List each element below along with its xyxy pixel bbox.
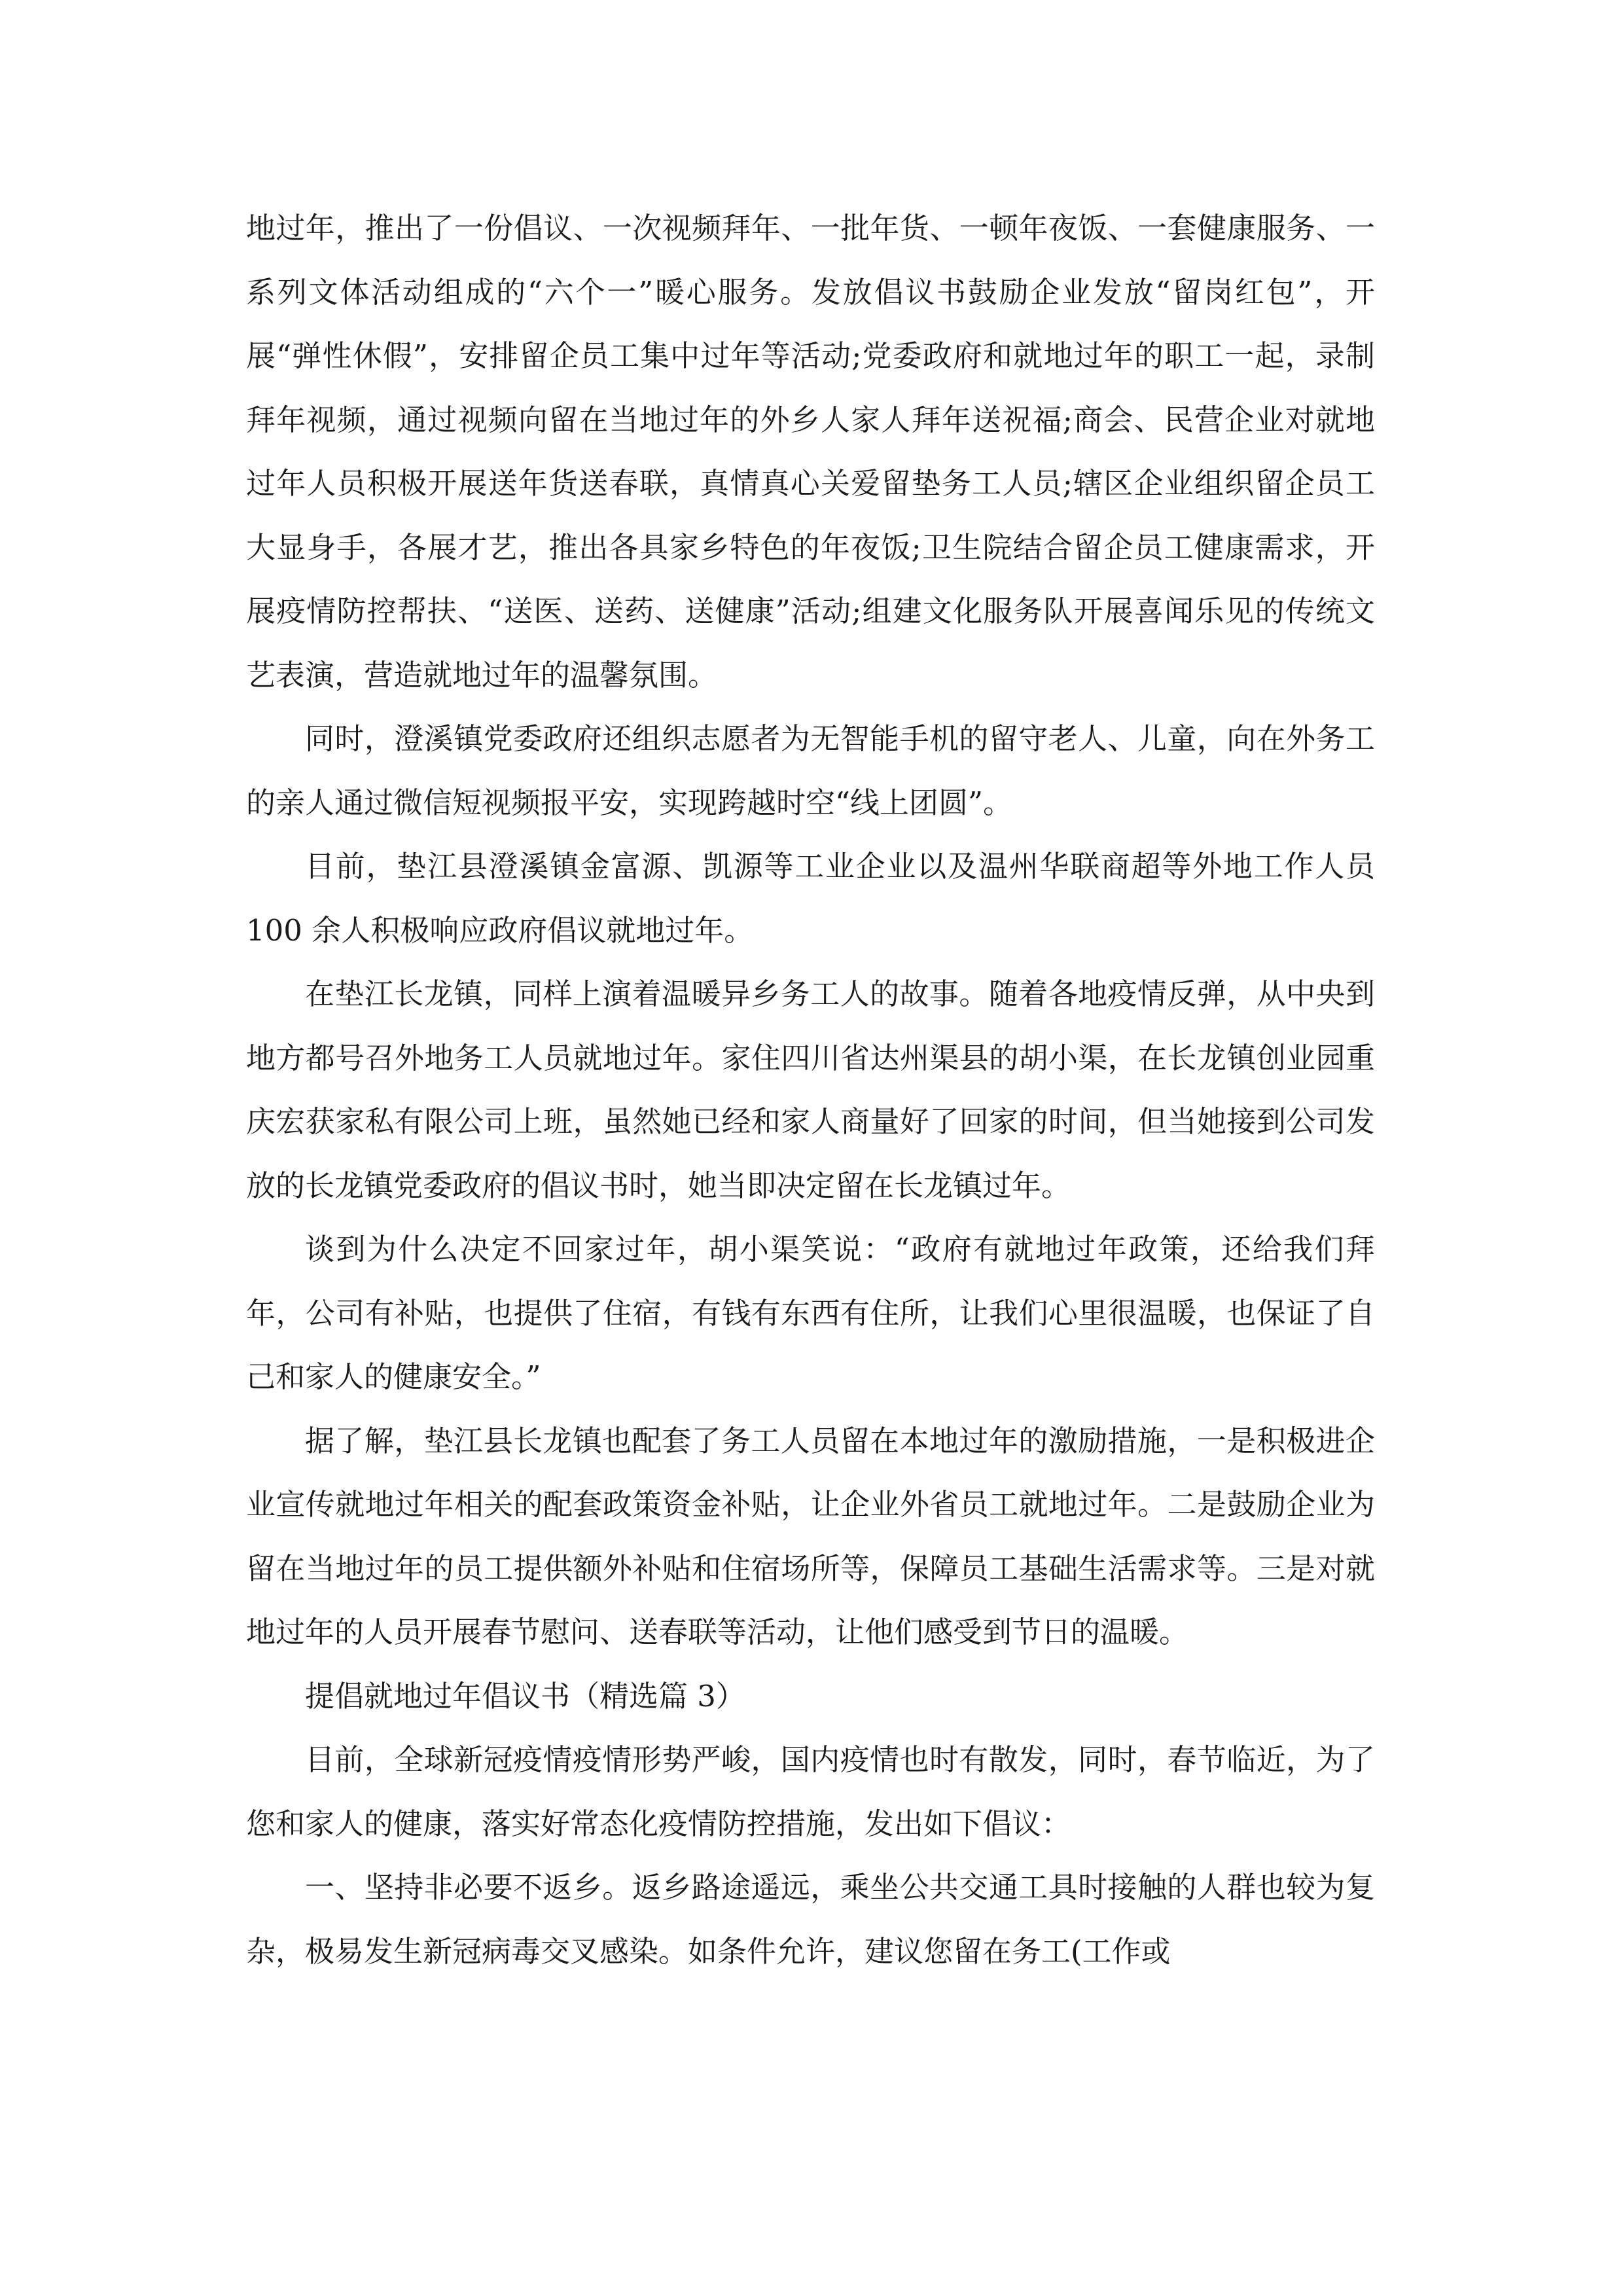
paragraph-4: 在垫江长龙镇，同样上演着温暖异乡务工人的故事。随着各地疫情反弹，从中央到地方都号召外地务工人员就地过年。家住四川省达州渠县的胡小渠，在长龙镇创业园重庆宏获家私有限公司上班，虽然她已经和家人商量好了回家的时间，但当她接到公司发放的长龙镇党委政府的倡议书时，她当即决定留在长龙镇过年。 (246, 977, 1375, 1203)
paragraph-5: 谈到为什么决定不回家过年，胡小渠笑说：“政府有就地过年政策，还给我们拜年，公司有补贴，也提供了住宿，有钱有东西有住所，让我们心里很温暖，也保证了自己和家人的健康安全。” (246, 1232, 1375, 1394)
paragraph-8: 一、坚持非必要不返乡。返乡路途遥远，乘坐公共交通工具时接触的人群也较为复杂，极易发生新冠病毒交叉感染。如条件允许，建议您留在务工(工作或 (246, 1870, 1375, 1969)
paragraph-1: 地过年，推出了一份倡议、一次视频拜年、一批年货、一顿年夜饭、一套健康服务、一系列文体活动组成的“六个一”暖心服务。发放倡议书鼓励企业发放“留岗红包”，开展“弹性休假”，安排留企员工集中过年等活动;党委政府和就地过年的职工一起，录制拜年视频，通过视频向留在当地过年的外乡人家人拜年送祝福;商会、民营企业对就地过年人员积极开展送年货送春联，真情真心关爱留垫务工人员;辖区企业组织留企员工大显身手，各展才艺，推出各具家乡特色的年夜饭;卫生院结合留企员工健康需求，开展疫情防控帮扶、“送医、送药、送健康”活动;组建文化服务队开展喜闻乐见的传统文艺表演，营造就地过年的温馨氛围。 (246, 211, 1375, 692)
paragraph-6: 据了解，垫江县长龙镇也配套了务工人员留在本地过年的激励措施，一是积极进企业宣传就地过年相关的配套政策资金补贴，让企业外省员工就地过年。二是鼓励企业为留在当地过年的员工提供额外补贴和住宿场所等，保障员工基础生活需求等。三是对就地过年的人员开展春节慰问、送春联等活动，让他们感受到节日的温暖。 (246, 1423, 1375, 1649)
document-body (246, 196, 1375, 1983)
paragraph-7: 目前，全球新冠疫情疫情形势严峻，国内疫情也时有散发，同时，春节临近，为了您和家人的健康，落实好常态化疫情防控措施，发出如下倡议： (246, 1742, 1375, 1841)
paragraph-3: 目前，垫江县澄溪镇金富源、凯源等工业企业以及温州华联商超等外地工作人员 100 余人积极响应政府倡议就地过年。 (246, 849, 1375, 948)
section-heading: 提倡就地过年倡议书（精选篇 3） (305, 1678, 745, 1713)
paragraph-2: 同时，澄溪镇党委政府还组织志愿者为无智能手机的留守老人、儿童，向在外务工的亲人通过微信短视频报平安，实现跨越时空“线上团圆”。 (246, 721, 1375, 820)
